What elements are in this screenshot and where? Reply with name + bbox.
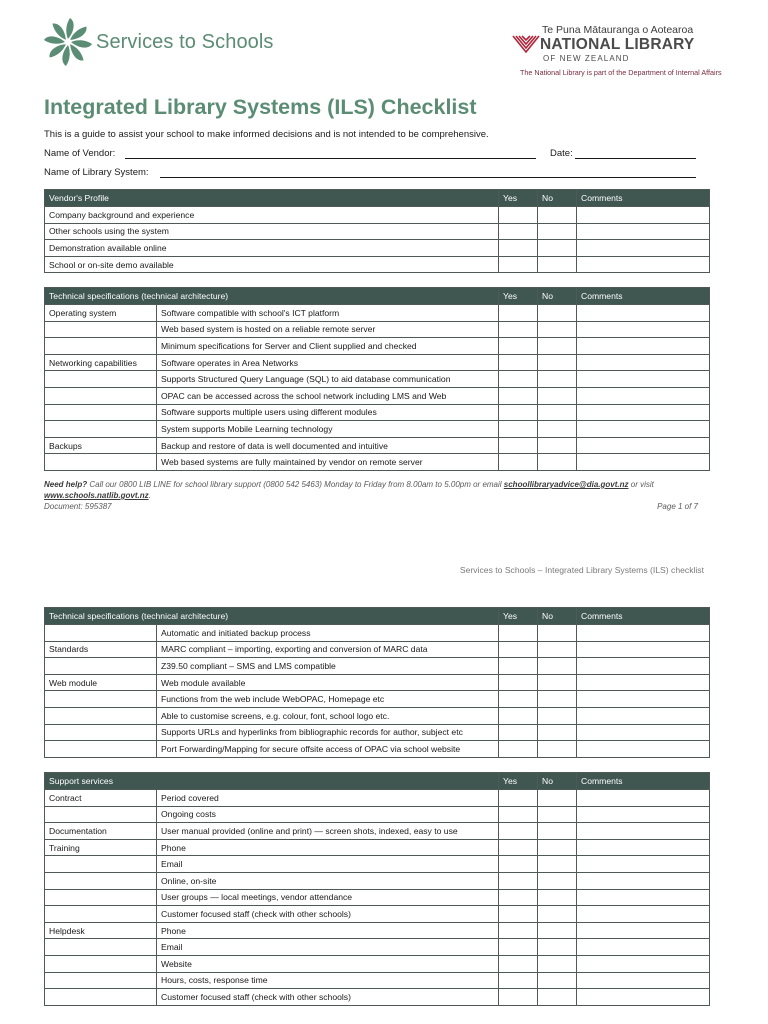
comments-header: Comments	[577, 608, 710, 625]
item-text: Customer focused staff (check with other schools)	[157, 989, 499, 1006]
intro-text: This is a guide to assist your school to make informed decisions and is not intended to be comprehensive.	[44, 129, 489, 140]
comments-cell[interactable]	[577, 387, 710, 404]
item-text: Web module available	[157, 674, 499, 691]
yes-cell[interactable]	[499, 724, 538, 741]
yes-cell[interactable]	[499, 387, 538, 404]
comments-header: Comments	[577, 190, 710, 207]
org-note: The National Library is part of the Department of Internal Affairs	[520, 68, 722, 77]
table-row	[45, 906, 710, 923]
yes-cell[interactable]	[499, 989, 538, 1006]
no-cell[interactable]	[538, 338, 577, 355]
comments-cell[interactable]	[577, 223, 710, 240]
table-row	[45, 724, 710, 741]
category-cell: Helpdesk	[45, 922, 157, 939]
category-cell	[45, 939, 157, 956]
no-cell[interactable]	[538, 872, 577, 889]
yes-cell[interactable]	[499, 454, 538, 471]
help-lead: Need help?	[44, 480, 88, 489]
national-library-logo	[512, 24, 722, 80]
library-system-field[interactable]	[160, 177, 696, 178]
yes-cell[interactable]	[499, 889, 538, 906]
item-text: User manual provided (online and print) — screen shots, indexed, easy to use	[157, 823, 499, 840]
item-text: Other schools using the system	[45, 223, 499, 240]
yes-cell[interactable]	[499, 972, 538, 989]
item-text: Z39.50 compliant – SMS and LMS compatible	[157, 658, 499, 675]
no-header: No	[538, 608, 577, 625]
table-row	[45, 338, 710, 355]
item-text: Online, on-site	[157, 872, 499, 889]
brand-name: Services to Schools	[96, 30, 274, 53]
category-cell: Operating system	[45, 305, 157, 322]
table-row	[45, 955, 710, 972]
table-row	[45, 404, 710, 421]
item-text: Supports URLs and hyperlinks from bibliographic records for author, subject etc	[157, 724, 499, 741]
item-text: Supports Structured Query Language (SQL) to aid database communication	[157, 371, 499, 388]
yes-cell[interactable]	[499, 872, 538, 889]
yes-cell[interactable]	[499, 404, 538, 421]
comments-header: Comments	[577, 288, 710, 305]
table-row	[45, 207, 710, 224]
library-mark-icon	[512, 30, 540, 58]
no-cell[interactable]	[538, 989, 577, 1006]
no-cell[interactable]	[538, 906, 577, 923]
item-text: Port Forwarding/Mapping for secure offsite access of OPAC via school website	[157, 741, 499, 758]
yes-cell[interactable]	[499, 256, 538, 273]
no-cell[interactable]	[538, 790, 577, 807]
no-cell[interactable]	[538, 939, 577, 956]
category-cell	[45, 421, 157, 438]
category-cell	[45, 955, 157, 972]
yes-cell[interactable]	[499, 823, 538, 840]
help-body: Call our 0800 LIB LINE for school library support (0800 542 5463) Monday to Friday from 8.00am to 5.00pm or email	[87, 480, 504, 489]
table-row	[45, 889, 710, 906]
help-or: or visit	[628, 480, 654, 489]
table-row	[45, 387, 710, 404]
comments-cell[interactable]	[577, 338, 710, 355]
item-text: Backup and restore of data is well documented and intuitive	[157, 437, 499, 454]
no-cell[interactable]	[538, 972, 577, 989]
vendor-field[interactable]	[125, 158, 536, 159]
no-cell[interactable]	[538, 806, 577, 823]
item-text: Email	[157, 939, 499, 956]
item-text: Phone	[157, 922, 499, 939]
comments-cell[interactable]	[577, 691, 710, 708]
item-text: School or on-site demo available	[45, 256, 499, 273]
yes-cell[interactable]	[499, 207, 538, 224]
email-link[interactable]: schoollibraryadvice@dia.govt.nz	[503, 480, 629, 489]
category-cell	[45, 724, 157, 741]
no-cell[interactable]	[538, 641, 577, 658]
section-header: Technical specifications (technical architecture)	[45, 608, 499, 625]
yes-cell[interactable]	[499, 806, 538, 823]
category-cell	[45, 872, 157, 889]
table-row	[45, 806, 710, 823]
no-cell[interactable]	[538, 305, 577, 322]
item-text: Ongoing costs	[157, 806, 499, 823]
category-cell: Web module	[45, 674, 157, 691]
yes-cell[interactable]	[499, 240, 538, 257]
no-cell[interactable]	[538, 889, 577, 906]
no-cell[interactable]	[538, 922, 577, 939]
yes-cell[interactable]	[499, 939, 538, 956]
table-header	[45, 773, 710, 790]
category-cell	[45, 691, 157, 708]
item-text: Software operates in Area Networks	[157, 354, 499, 371]
comments-cell[interactable]	[577, 321, 710, 338]
category-cell	[45, 707, 157, 724]
technical-specs-table-2	[44, 607, 710, 758]
item-text: Minimum specifications for Server and Client supplied and checked	[157, 338, 499, 355]
no-cell[interactable]	[538, 387, 577, 404]
yes-cell[interactable]	[499, 707, 538, 724]
table-row	[45, 371, 710, 388]
item-text: Customer focused staff (check with other schools)	[157, 906, 499, 923]
table-row	[45, 674, 710, 691]
comments-cell[interactable]	[577, 707, 710, 724]
no-cell[interactable]	[538, 207, 577, 224]
comments-cell[interactable]	[577, 806, 710, 823]
table-row	[45, 256, 710, 273]
document-number: Document: 595387	[44, 502, 112, 511]
category-cell: Backups	[45, 437, 157, 454]
vendors-profile-table	[44, 189, 710, 273]
comments-cell[interactable]	[577, 955, 710, 972]
no-cell[interactable]	[538, 955, 577, 972]
comments-cell[interactable]	[577, 625, 710, 642]
section-header: Vendor's Profile	[45, 190, 499, 207]
technical-specs-table-1	[44, 287, 710, 471]
comments-cell[interactable]	[577, 674, 710, 691]
category-cell	[45, 454, 157, 471]
category-cell	[45, 856, 157, 873]
no-cell[interactable]	[538, 823, 577, 840]
comments-cell[interactable]	[577, 906, 710, 923]
table-row	[45, 625, 710, 642]
yes-cell[interactable]	[499, 658, 538, 675]
help-end: .	[148, 491, 151, 500]
table-row	[45, 437, 710, 454]
table-row	[45, 856, 710, 873]
yes-cell[interactable]	[499, 421, 538, 438]
category-cell: Training	[45, 839, 157, 856]
comments-cell[interactable]	[577, 889, 710, 906]
item-text: Phone	[157, 839, 499, 856]
table-header	[45, 288, 710, 305]
comments-cell[interactable]	[577, 922, 710, 939]
item-text: Web based systems are fully maintained by vendor on remote server	[157, 454, 499, 471]
comments-cell[interactable]	[577, 790, 710, 807]
vendor-label: Name of Vendor:	[44, 148, 116, 159]
no-cell[interactable]	[538, 437, 577, 454]
category-cell	[45, 906, 157, 923]
yes-header: Yes	[499, 288, 538, 305]
comments-cell[interactable]	[577, 404, 710, 421]
no-cell[interactable]	[538, 741, 577, 758]
comments-cell[interactable]	[577, 872, 710, 889]
no-cell[interactable]	[538, 707, 577, 724]
website-link[interactable]: www.schools.natlib.govt.nz	[44, 491, 149, 500]
table-row	[45, 823, 710, 840]
comments-cell[interactable]	[577, 823, 710, 840]
item-text: Automatic and initiated backup process	[157, 625, 499, 642]
yes-cell[interactable]	[499, 625, 538, 642]
yes-cell[interactable]	[499, 371, 538, 388]
category-cell	[45, 658, 157, 675]
no-cell[interactable]	[538, 454, 577, 471]
item-text: Functions from the web include WebOPAC, Homepage etc	[157, 691, 499, 708]
category-cell	[45, 972, 157, 989]
table-row	[45, 741, 710, 758]
category-cell: Standards	[45, 641, 157, 658]
date-label: Date:	[550, 148, 573, 159]
comments-cell[interactable]	[577, 939, 710, 956]
table-row	[45, 321, 710, 338]
table-row	[45, 972, 710, 989]
no-header: No	[538, 190, 577, 207]
no-cell[interactable]	[538, 354, 577, 371]
item-text: User groups — local meetings, vendor attendance	[157, 889, 499, 906]
no-cell[interactable]	[538, 421, 577, 438]
item-text: Period covered	[157, 790, 499, 807]
no-cell[interactable]	[538, 371, 577, 388]
table-row	[45, 839, 710, 856]
comments-cell[interactable]	[577, 724, 710, 741]
table-row	[45, 707, 710, 724]
item-text: Hours, costs, response time	[157, 972, 499, 989]
yes-cell[interactable]	[499, 674, 538, 691]
category-cell	[45, 404, 157, 421]
item-text: MARC compliant – importing, exporting and conversion of MARC data	[157, 641, 499, 658]
comments-cell[interactable]	[577, 641, 710, 658]
comments-cell[interactable]	[577, 371, 710, 388]
yes-header: Yes	[499, 190, 538, 207]
item-text: Web based system is hosted on a reliable remote server	[157, 321, 499, 338]
table-row	[45, 305, 710, 322]
org-subtitle: OF NEW ZEALAND	[543, 54, 630, 63]
yes-cell[interactable]	[499, 354, 538, 371]
document-title: Integrated Library Systems (ILS) Checklist	[44, 95, 477, 119]
category-cell	[45, 989, 157, 1006]
item-text: Website	[157, 955, 499, 972]
yes-cell[interactable]	[499, 223, 538, 240]
comments-cell[interactable]	[577, 856, 710, 873]
page-number: Page 1 of 7	[657, 502, 698, 511]
comments-cell[interactable]	[577, 454, 710, 471]
comments-cell[interactable]	[577, 839, 710, 856]
table-row	[45, 989, 710, 1006]
no-cell[interactable]	[538, 321, 577, 338]
table-row	[45, 872, 710, 889]
comments-cell[interactable]	[577, 741, 710, 758]
item-text: Demonstration available online	[45, 240, 499, 257]
comments-cell[interactable]	[577, 305, 710, 322]
comments-cell[interactable]	[577, 240, 710, 257]
table-row	[45, 454, 710, 471]
item-text: System supports Mobile Learning technology	[157, 421, 499, 438]
table-row	[45, 354, 710, 371]
category-cell	[45, 338, 157, 355]
no-cell[interactable]	[538, 658, 577, 675]
no-cell[interactable]	[538, 240, 577, 257]
flower-logo-icon	[44, 16, 92, 68]
yes-cell[interactable]	[499, 856, 538, 873]
item-text: Software compatible with school's ICT platform	[157, 305, 499, 322]
no-header: No	[538, 773, 577, 790]
yes-header: Yes	[499, 608, 538, 625]
comments-cell[interactable]	[577, 658, 710, 675]
yes-cell[interactable]	[499, 906, 538, 923]
yes-cell[interactable]	[499, 321, 538, 338]
item-text: Company background and experience	[45, 207, 499, 224]
services-to-schools-logo	[44, 16, 274, 68]
comments-cell[interactable]	[577, 972, 710, 989]
item-text: Email	[157, 856, 499, 873]
section-header: Support services	[45, 773, 499, 790]
comments-cell[interactable]	[577, 256, 710, 273]
table-row	[45, 641, 710, 658]
comments-cell[interactable]	[577, 989, 710, 1006]
table-row	[45, 223, 710, 240]
item-text: OPAC can be accessed across the school network including LMS and Web	[157, 387, 499, 404]
category-cell: Networking capabilities	[45, 354, 157, 371]
running-header: Services to Schools – Integrated Library Systems (ILS) checklist	[459, 565, 704, 575]
table-row	[45, 658, 710, 675]
no-header: No	[538, 288, 577, 305]
date-field[interactable]	[575, 158, 696, 159]
item-text: Able to customise screens, e.g. colour, font, school logo etc.	[157, 707, 499, 724]
section-header: Technical specifications (technical architecture)	[45, 288, 499, 305]
category-cell	[45, 321, 157, 338]
yes-cell[interactable]	[499, 922, 538, 939]
category-cell	[45, 625, 157, 642]
item-text: Software supports multiple users using different modules	[157, 404, 499, 421]
table-row	[45, 421, 710, 438]
category-cell	[45, 741, 157, 758]
category-cell: Contract	[45, 790, 157, 807]
no-cell[interactable]	[538, 691, 577, 708]
category-cell: Documentation	[45, 823, 157, 840]
comments-cell[interactable]	[577, 354, 710, 371]
yes-cell[interactable]	[499, 641, 538, 658]
category-cell	[45, 371, 157, 388]
org-maori-name: Te Puna Mātauranga o Aotearoa	[542, 24, 694, 36]
yes-cell[interactable]	[499, 691, 538, 708]
table-row	[45, 939, 710, 956]
category-cell	[45, 387, 157, 404]
yes-cell[interactable]	[499, 437, 538, 454]
yes-cell[interactable]	[499, 955, 538, 972]
table-row	[45, 240, 710, 257]
no-cell[interactable]	[538, 674, 577, 691]
comments-cell[interactable]	[577, 421, 710, 438]
support-services-table	[44, 772, 710, 1006]
yes-cell[interactable]	[499, 790, 538, 807]
no-cell[interactable]	[538, 223, 577, 240]
help-text	[44, 479, 704, 501]
yes-header: Yes	[499, 773, 538, 790]
table-header	[45, 608, 710, 625]
comments-cell[interactable]	[577, 437, 710, 454]
no-cell[interactable]	[538, 839, 577, 856]
table-header	[45, 190, 710, 207]
comments-cell[interactable]	[577, 207, 710, 224]
no-cell[interactable]	[538, 404, 577, 421]
yes-cell[interactable]	[499, 741, 538, 758]
no-cell[interactable]	[538, 625, 577, 642]
system-label: Name of Library System:	[44, 167, 149, 178]
yes-cell[interactable]	[499, 338, 538, 355]
comments-header: Comments	[577, 773, 710, 790]
no-cell[interactable]	[538, 724, 577, 741]
org-name: NATIONAL LIBRARY	[540, 36, 695, 53]
yes-cell[interactable]	[499, 305, 538, 322]
category-cell	[45, 806, 157, 823]
no-cell[interactable]	[538, 256, 577, 273]
table-row	[45, 790, 710, 807]
no-cell[interactable]	[538, 856, 577, 873]
table-row	[45, 691, 710, 708]
category-cell	[45, 889, 157, 906]
yes-cell[interactable]	[499, 839, 538, 856]
table-row	[45, 922, 710, 939]
